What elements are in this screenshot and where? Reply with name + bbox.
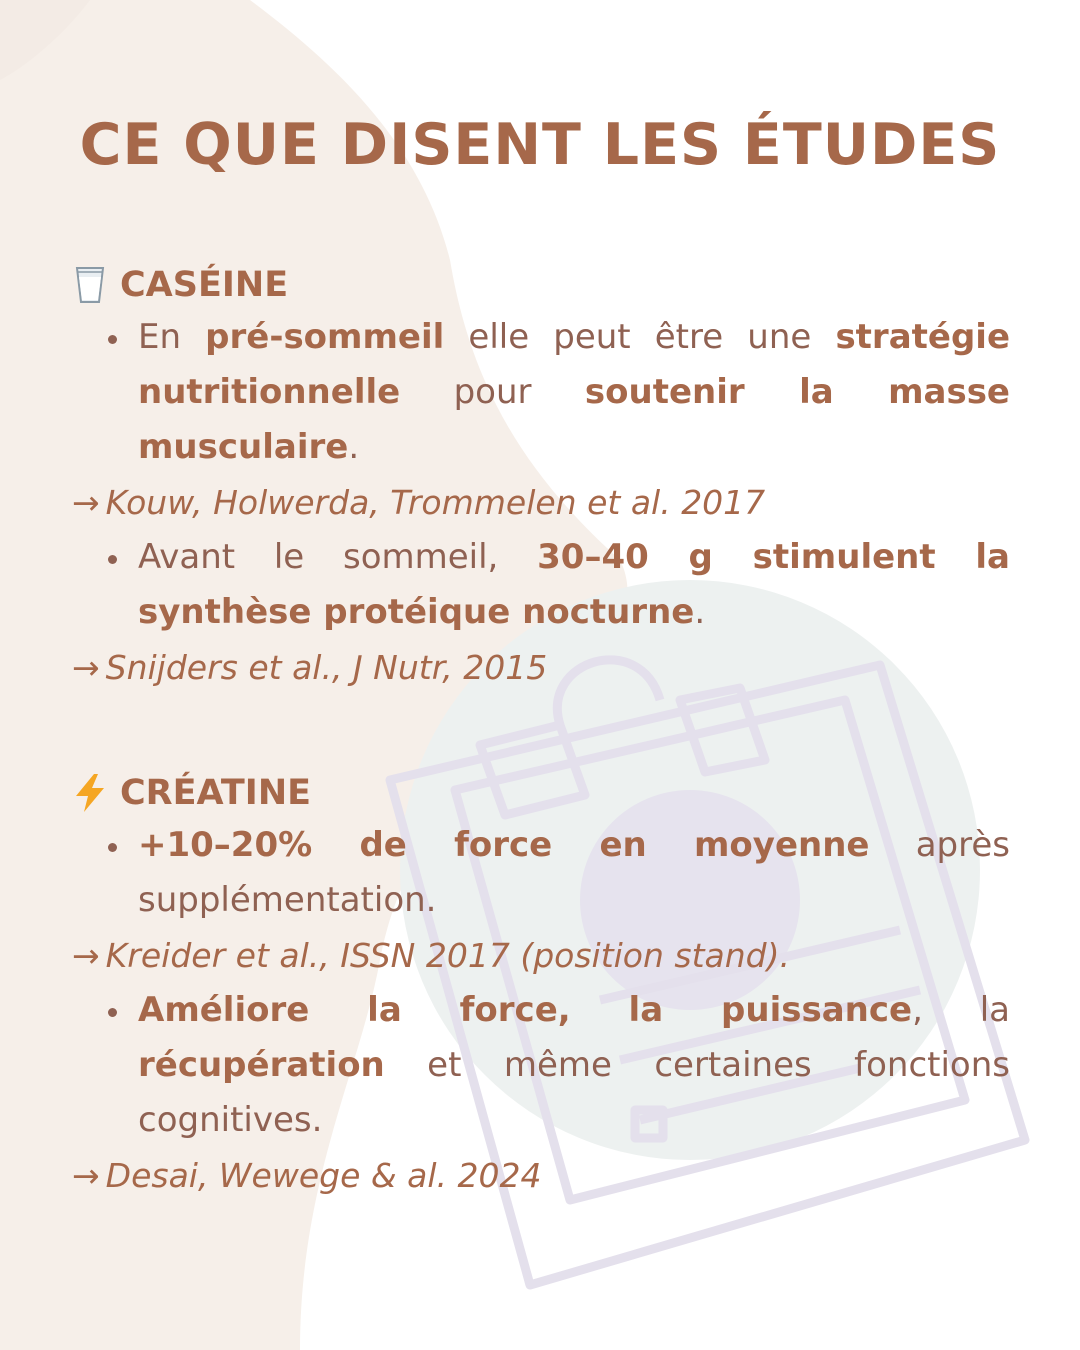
bullet-dot <box>108 843 117 852</box>
list-item <box>72 530 1010 640</box>
section-heading-label: CRÉATINE <box>120 773 312 813</box>
plain-text: Avant le sommeil, <box>138 537 538 577</box>
bullet-dot <box>108 335 117 344</box>
bullet-dot <box>108 1008 117 1017</box>
list-item <box>72 818 1010 928</box>
emphasized-text: +10–20% de force en moyenne <box>138 825 870 865</box>
reference <box>72 475 1010 530</box>
plain-text: et même certaines fonctions cognitives. <box>138 1045 1010 1140</box>
arrow-icon: → <box>72 936 100 975</box>
page-title: CE QUE DISENT LES ÉTUDES <box>79 112 1001 178</box>
glass-of-milk-icon <box>72 265 108 305</box>
reference-text: Snijders et al., J Nutr, 2015 <box>105 648 548 687</box>
plain-text: , la <box>912 990 1010 1030</box>
emphasized-text: 30–40 g stimulent la synthèse protéique nocturne <box>138 537 1011 632</box>
lightning-bolt-icon <box>72 773 108 813</box>
plain-text: . <box>348 427 360 467</box>
section-caseine <box>72 260 1010 695</box>
section-heading-label: CASÉINE <box>120 265 289 305</box>
reference-text: Kouw, Holwerda, Trommelen et al. 2017 <box>105 483 766 522</box>
plain-text: pour <box>400 372 585 412</box>
list-item <box>72 310 1010 475</box>
plain-text: En <box>138 317 206 357</box>
arrow-icon: → <box>72 648 100 687</box>
section-heading <box>72 260 1010 310</box>
bullet-text <box>138 537 1010 632</box>
plain-text: . <box>694 592 706 632</box>
bullet-dot <box>108 555 117 564</box>
reference <box>72 640 1010 695</box>
reference-text: Desai, Wewege & al. 2024 <box>105 1156 542 1195</box>
section-creatine <box>72 768 1010 1203</box>
arrow-icon: → <box>72 483 100 522</box>
bullet-text <box>138 317 1010 467</box>
reference-text: Kreider et al., ISSN 2017 (position stand). <box>105 936 790 975</box>
plain-text: elle peut être une <box>444 317 836 357</box>
reference <box>72 1148 1010 1203</box>
bullet-text <box>138 825 1010 920</box>
emphasized-text: soutenir la masse musculaire <box>138 372 1010 467</box>
reference <box>72 928 1010 983</box>
emphasized-text: récupération <box>138 1045 385 1085</box>
emphasized-text: pré-sommeil <box>205 317 445 357</box>
bullet-text <box>138 990 1010 1140</box>
list-item <box>72 983 1010 1148</box>
plain-text: après supplémentation. <box>138 825 1010 920</box>
arrow-icon: → <box>72 1156 100 1195</box>
section-heading <box>72 768 1010 818</box>
emphasized-text: Améliore la force, la puissance <box>138 990 913 1030</box>
emphasized-text: stratégie nutritionnelle <box>138 317 1011 412</box>
